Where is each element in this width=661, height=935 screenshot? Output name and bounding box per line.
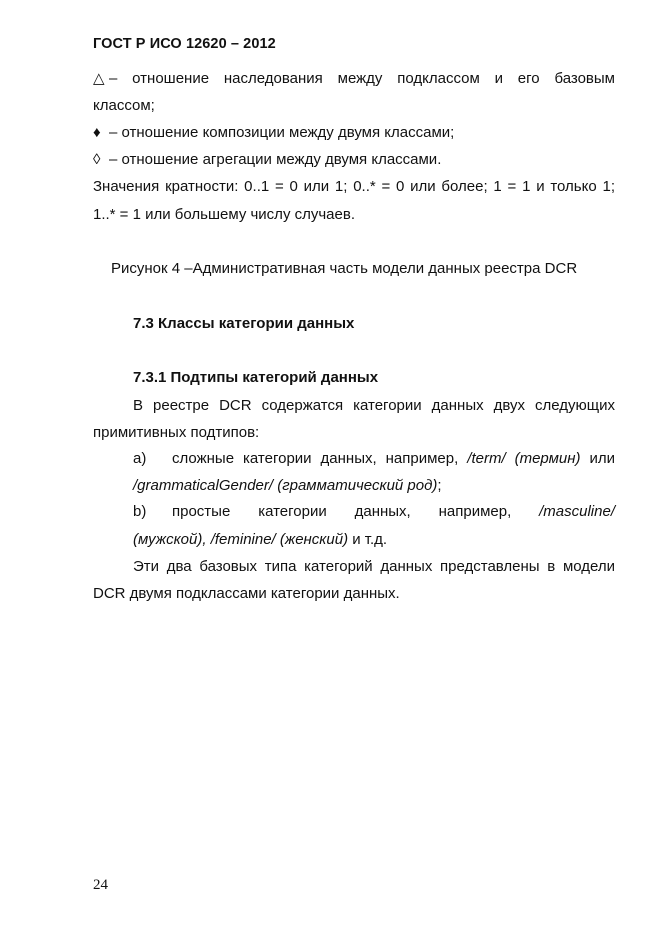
- legend-inheritance-line2: классом;: [93, 97, 155, 114]
- multiplicity-line1: Значения кратности: 0..1 = 0 или 1; 0..* = 0 или более; 1 = 1 и только 1;: [93, 178, 615, 195]
- list-item-a-label: a): [133, 450, 147, 467]
- page-number: 24: [93, 877, 108, 893]
- list-item-b-label: b): [133, 503, 147, 520]
- legend-inheritance-line1: △ – отношение наследования между подклассом и его базовым: [93, 70, 615, 87]
- list-item-b-line2: (мужской), /feminine/ (женский) и т.д.: [133, 531, 388, 548]
- legend-aggregation: ◊ – отношение агрегации между двумя классами.: [93, 151, 442, 168]
- paragraph1-line2: примитивных подтипов:: [93, 424, 260, 441]
- composition-diamond-icon: ♦: [93, 124, 101, 141]
- inheritance-triangle-icon: △: [93, 70, 105, 87]
- paragraph2-line1: Эти два базовых типа категорий данных представлены в модели: [133, 558, 615, 575]
- list-item-a-line2: /grammaticalGender/ (грамматический род);: [133, 477, 442, 494]
- paragraph2-line2: DCR двумя подклассами категории данных.: [93, 585, 400, 602]
- legend-composition: ♦ – отношение композиции между двумя классами;: [93, 124, 455, 141]
- section-heading-7-3: 7.3 Классы категории данных: [133, 315, 355, 332]
- list-item-a-line1: сложные категории данных, например, /term/ (термин) или: [172, 450, 616, 467]
- multiplicity-line2: 1..* = 1 или большему числу случаев.: [93, 206, 355, 223]
- section-heading-7-3-1: 7.3.1 Подтипы категорий данных: [133, 369, 379, 386]
- paragraph1-line1: В реестре DCR содержатся категории данных двух следующих: [133, 397, 615, 414]
- figure-caption: Рисунок 4 –Административная часть модели данных реестра DCR: [111, 260, 578, 277]
- aggregation-diamond-icon: ◊: [93, 151, 101, 168]
- list-item-b-line1: простые категории данных, например, /masculine/: [172, 503, 615, 520]
- document-header: ГОСТ Р ИСО 12620 – 2012: [93, 36, 276, 52]
